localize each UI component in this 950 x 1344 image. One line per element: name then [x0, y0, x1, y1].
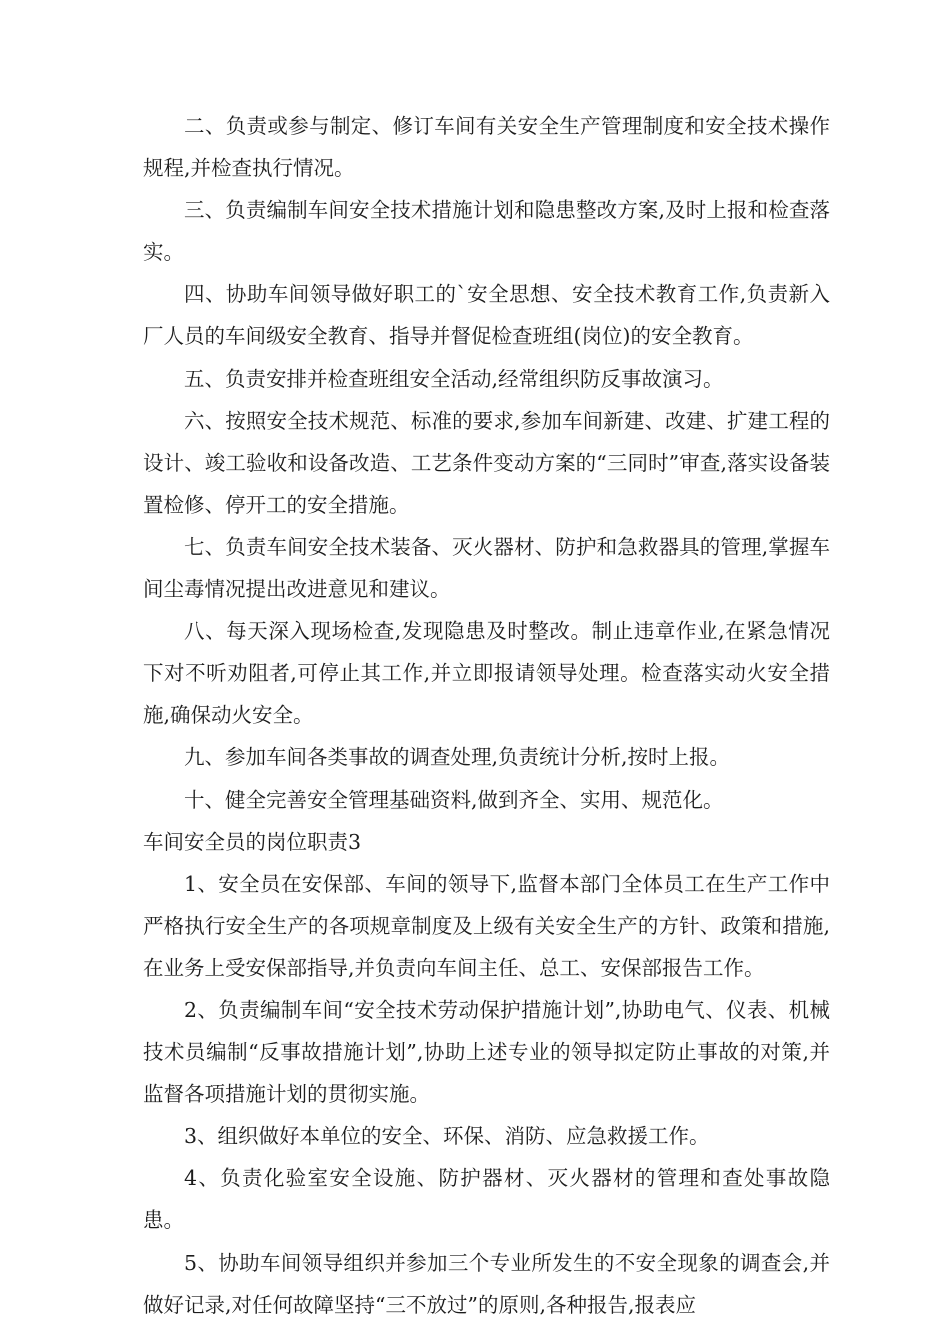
duty-item-3: 3、组织做好本单位的安全、环保、消防、应急救援工作。 — [184, 1124, 710, 1149]
duty-item-5: 5、协助车间领导组织并参加三个专业所发生的不安全现象的调查会,并做好记录,对任何故障坚持“三不放过”的原则,各种报告,报表应 — [143, 1250, 830, 1317]
section-heading: 车间安全员的岗位职责3 — [143, 829, 362, 854]
duty-item-2: 2、负责编制车间“安全技术劳动保护措施计划”,协助电气、仪表、机械技术员编制“反事故措施计划”,协助上述专业的领导拟定防止事故的对策,并监督各项措施计划的贯彻实施。 — [143, 997, 830, 1107]
duty-item-1: 1、安全员在安保部、车间的领导下,监督本部门全体员工在生产工作中严格执行安全生产的各项规章制度及上级有关安全生产的方针、政策和措施,在业务上受安保部指导,并负责向车间主任、总工、安保部报告工作。 — [143, 871, 830, 980]
paragraph-item-7: 七、负责车间安全技术装备、灭火器材、防护和急救器具的管理,掌握车间尘毒情况提出改进意见和建议。 — [143, 534, 830, 602]
paragraph-item-2: 二、负责或参与制定、修订车间有关安全生产管理制度和安全技术操作规程,并检查执行情况。 — [143, 114, 830, 181]
paragraph-item-5: 五、负责安排并检查班组安全活动,经常组织防反事故演习。 — [184, 366, 724, 391]
paragraph-item-4: 四、协助车间领导做好职工的`安全思想、安全技术教育工作,负责新入厂人员的车间级安全教育、指导并督促检查班组(岗位)的安全教育。 — [143, 282, 830, 349]
paragraph-item-3: 三、负责编制车间安全技术措施计划和隐患整改方案,及时上报和检查落实。 — [143, 198, 830, 265]
paragraph-item-10: 十、健全完善安全管理基础资料,做到齐全、实用、规范化。 — [184, 787, 724, 812]
paragraph-item-8: 八、每天深入现场检查,发现隐患及时整改。制止违章作业,在紧急情况下对不听劝阻者,可停止其工作,并立即报请领导处理。检查落实动火安全措施,确保动火安全。 — [143, 619, 830, 728]
paragraph-item-9: 九、参加车间各类事故的调查处理,负责统计分析,按时上报。 — [184, 745, 731, 770]
document-body — [143, 105, 830, 1326]
duty-item-4: 4、负责化验室安全设施、防护器材、灭火器材的管理和查处事故隐患。 — [143, 1166, 830, 1233]
paragraph-item-6: 六、按照安全技术规范、标准的要求,参加车间新建、改建、扩建工程的设计、竣工验收和设备改造、工艺条件变动方案的“三同时”审查,落实设备装置检修、停开工的安全措施。 — [143, 408, 830, 517]
